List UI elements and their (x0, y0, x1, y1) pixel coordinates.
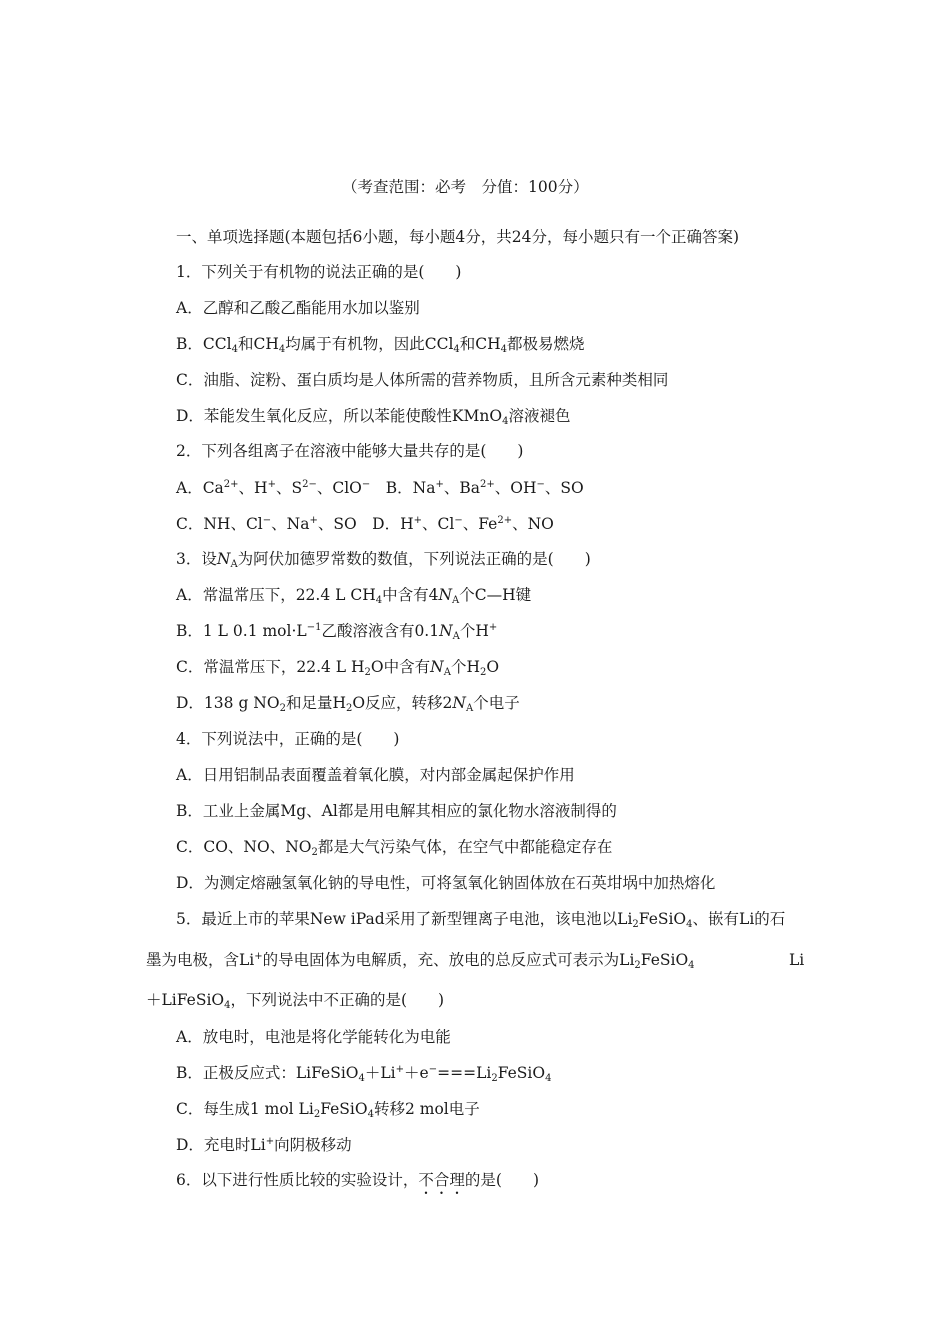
question-3-option-d: D．138 g $NO_2$和足量$H_2O$反应，转移$2N_A$个电子 (176, 694, 520, 714)
question-5-stem-line-1: 5．最近上市的苹果New iPad采用了新型锂离子电池，该电池以$Li_2FeSiO_4$、嵌有Li的石 (176, 910, 786, 930)
question-2-options-ab: A．$Ca^{2+}$、H+、$S^{2-}$、ClO− B．Na+、$Ba^{2+}$、OH−、SO (176, 479, 584, 497)
question-4-option-a: A．日用铝制品表面覆盖着氧化膜，对内部金属起保护作用 (176, 766, 575, 784)
question-1-option-a: A．乙醇和乙酸乙酯能用水加以鉴别 (176, 299, 420, 317)
question-6-stem: 6．以下进行性质比较的实验设计，不合理的是( ) (176, 1171, 539, 1189)
question-5-stem-line-3: ＋LiFeSiO$_4$，下列说法中不正确的是( ) (146, 991, 445, 1011)
question-1-stem: 1．下列关于有机物的说法正确的是( ) (176, 263, 462, 281)
question-1-option-d: D．苯能发生氧化反应，所以苯能使酸性KMnO$_4$溶液褪色 (176, 407, 571, 427)
question-1-option-b: B．CCl$_4$和$CH_4$均属于有机物，因此CCl$_4$和$CH_4$都极易燃烧 (176, 335, 585, 355)
question-2-options-cd: C．NH、Cl−、Na+、SO D．H+、Cl−、$Fe^{2+}$、NO (176, 515, 554, 533)
section-title: 一、单项选择题(本题包括6小题，每小题4分，共24分，每小题只有一个正确答案) (176, 228, 740, 246)
question-2-stem: 2．下列各组离子在溶液中能够大量共存的是( ) (176, 442, 524, 460)
question-5-option-c: C．每生成1 mol $Li_2FeSiO_4$转移2 mol电子 (176, 1100, 480, 1120)
question-4-option-d: D．为测定熔融氢氧化钠的导电性，可将氢氧化钠固体放在石英坩埚中加热熔化 (176, 874, 716, 892)
question-3-stem: 3．设$N_A$为阿伏加德罗常数的数值，下列说法正确的是( ) (176, 550, 591, 570)
question-5-option-a: A．放电时，电池是将化学能转化为电能 (176, 1028, 451, 1046)
question-5-stem-line-2: 墨为电极，含Li+的导电固体为电解质，充、放电的总反应式可表示为$Li_2FeSiO_4$ (146, 951, 695, 971)
question-3-option-b: B．1 L 0.1 $mol\cdot L^{-1}$乙酸溶液含有$0.1N_A$个H+ (176, 622, 498, 642)
question-1-option-c: C．油脂、淀粉、蛋白质均是人体所需的营养物质，且所含元素种类相同 (176, 371, 669, 389)
question-5-option-d: D．充电时Li+向阴极移动 (176, 1136, 352, 1154)
question-4-stem: 4．下列说法中，正确的是( ) (176, 730, 400, 748)
emphasis-text: 不合理 (418, 1171, 465, 1189)
question-5-option-b: B．正极反应式：$LiFeSiO_4+Li^++e^-===Li_2FeSiO_4$ (176, 1064, 552, 1084)
exam-scope-header: （考查范围：必考 分值：100分） (342, 178, 589, 196)
question-4-option-c: C．CO、NO、$NO_2$都是大气污染气体，在空气中都能稳定存在 (176, 838, 613, 858)
question-3-option-c: C．常温常压下，22.4 L $H_2O$中含有$N_A$个$H_2O$ (176, 658, 500, 678)
question-5-stem-line-2-end: Li (789, 951, 805, 969)
question-4-option-b: B．工业上金属Mg、Al都是用电解其相应的氯化物水溶液制得的 (176, 802, 617, 820)
question-3-option-a: A．常温常压下，22.4 L $CH_4$中含有$4N_A$个C—H键 (176, 586, 532, 606)
